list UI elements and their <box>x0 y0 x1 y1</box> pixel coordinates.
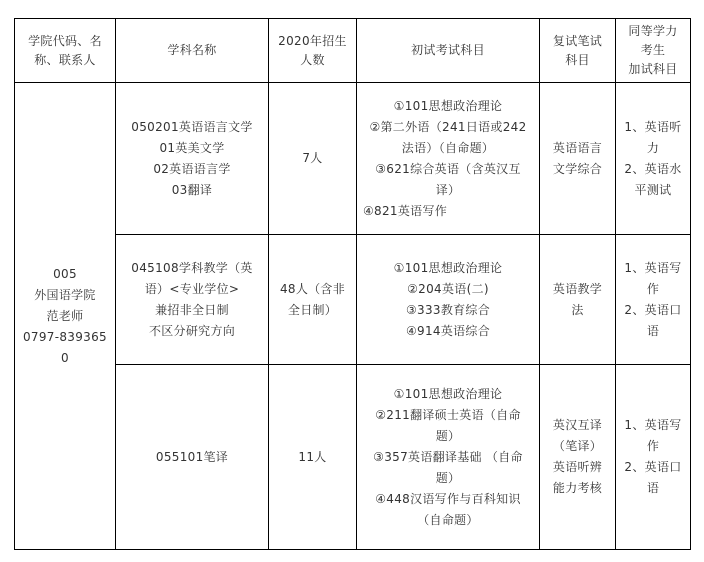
retest-line: 英汉互译 <box>552 418 603 432</box>
exam-line: ①101思想政治理论 <box>393 260 503 275</box>
college-name: 外国语学院 <box>34 287 96 302</box>
header-extra-line: 考生 <box>640 43 666 57</box>
header-retest-line: 复试笔试 <box>552 33 603 48</box>
college-phone: 0797-839365 <box>23 329 107 344</box>
exam-line: 题） <box>435 428 461 443</box>
enrollment-line: 48人（含非 <box>279 281 346 296</box>
exam-line: ④821英语写作 <box>363 203 448 218</box>
subject-line: 02英语语言学 <box>153 161 231 176</box>
subject-line: 兼招非全日制 <box>155 302 229 317</box>
subject-line: 050201英语语言文学 <box>131 119 253 134</box>
subject-line: 045108学科教学（英 <box>131 260 253 275</box>
exam-line: ②204英语(二) <box>407 281 489 296</box>
header-subject <box>116 19 268 82</box>
header-enrollment <box>269 19 356 82</box>
row3-exams <box>357 365 539 549</box>
row3-enrollment <box>269 365 356 549</box>
college-code: 005 <box>53 266 77 281</box>
exam-line: ③621综合英语（含英汉互 <box>375 161 521 176</box>
subject-line: 不区分研究方向 <box>148 323 236 338</box>
extra-line: 2、英语口 <box>624 460 682 474</box>
header-college <box>15 19 115 82</box>
retest-line: 英语教学 <box>552 281 603 296</box>
row1-retest <box>540 83 615 234</box>
enrollment-line: 7人 <box>302 151 323 165</box>
header-enrollment-line: 人数 <box>300 52 325 67</box>
retest-line: 英语语言 <box>552 140 603 155</box>
row1-enrollment <box>269 83 356 234</box>
exam-line: 译） <box>435 182 461 197</box>
row3-subject <box>116 365 268 549</box>
header-extra <box>616 19 690 82</box>
subject-line: 055101笔译 <box>155 449 229 464</box>
extra-line: 1、英语写 <box>624 418 682 432</box>
exam-line: （自命题） <box>417 512 479 527</box>
college-contact: 范老师 <box>46 308 84 323</box>
header-retest <box>540 19 615 82</box>
extra-line: 语 <box>646 323 660 338</box>
subject-line: 语）<专业学位> <box>144 281 240 296</box>
header-extra-line: 同等学力 <box>628 24 678 38</box>
row2-extra <box>616 235 690 364</box>
exam-line: ①101思想政治理论 <box>393 386 503 401</box>
row3-extra <box>616 365 690 549</box>
row2-exams <box>357 235 539 364</box>
row3-retest <box>540 365 615 549</box>
header-college-line: 学院代码、名 <box>28 33 102 48</box>
extra-line: 作 <box>646 281 660 296</box>
extra-line: 2、英语口 <box>624 302 682 317</box>
extra-line: 语 <box>646 481 660 495</box>
header-enrollment-line: 2020年招生 <box>278 33 347 48</box>
row1-exams <box>357 83 539 234</box>
college-phone-end: 0 <box>61 350 69 365</box>
college-info <box>15 83 115 549</box>
row1-subject <box>116 83 268 234</box>
row2-enrollment <box>269 235 356 364</box>
subject-line: 03翻译 <box>171 182 213 197</box>
enrollment-line: 全日制） <box>287 302 338 317</box>
header-retest-line: 科目 <box>565 52 590 67</box>
exam-line: ①101思想政治理论 <box>393 98 503 113</box>
exam-line: ②第二外语（241日语或242 <box>369 119 527 134</box>
retest-line: 法 <box>571 302 584 317</box>
exam-line: ④448汉语写作与百科知识 <box>375 491 521 506</box>
subject-line: 01英美文学 <box>159 140 225 155</box>
row2-retest <box>540 235 615 364</box>
retest-line: 英语听辨 <box>552 460 603 474</box>
header-subject-line: 学科名称 <box>167 43 217 57</box>
extra-line: 1、英语听 <box>624 119 682 134</box>
extra-line: 作 <box>646 439 660 453</box>
row1-extra <box>616 83 690 234</box>
extra-line: 平测试 <box>634 182 672 197</box>
table-border-right <box>690 18 691 550</box>
exam-line: 题） <box>435 470 461 485</box>
retest-line: 能力考核 <box>552 481 603 495</box>
exam-line: ③357英语翻译基础 （自命 <box>373 449 523 464</box>
extra-line: 力 <box>646 140 660 155</box>
header-exams-line: 初试考试科目 <box>411 43 485 57</box>
exam-line: 法语）（自命题） <box>401 140 495 155</box>
retest-line: 文学综合 <box>552 161 603 176</box>
extra-line: 1、英语写 <box>624 260 682 275</box>
exam-line: ②211翻译硕士英语（自命 <box>375 407 521 422</box>
extra-line: 2、英语水 <box>624 161 682 176</box>
exam-line: ④914英语综合 <box>405 323 491 338</box>
exam-line: ③333教育综合 <box>405 302 491 317</box>
header-college-line: 称、联系人 <box>34 52 96 67</box>
enrollment-line: 11人 <box>298 449 327 464</box>
header-extra-line: 加试科目 <box>628 62 678 76</box>
header-exams <box>357 19 539 82</box>
row2-subject <box>116 235 268 364</box>
retest-line: （笔译） <box>552 439 603 453</box>
